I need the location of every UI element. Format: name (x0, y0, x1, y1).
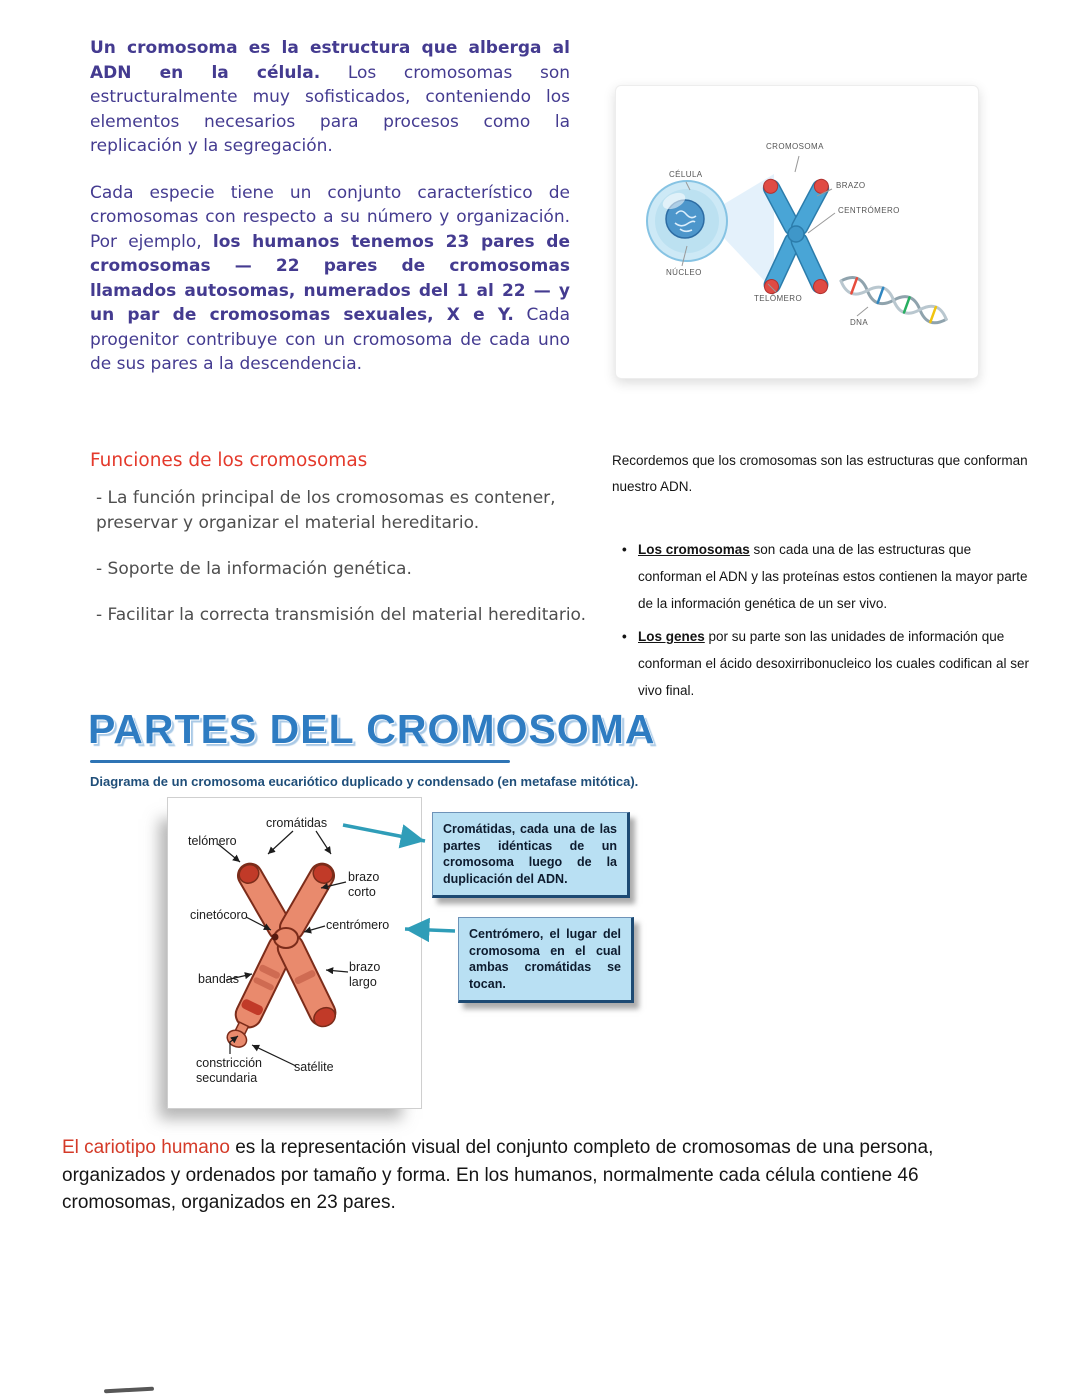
side-bullet-text (638, 536, 1034, 617)
side-bullet-cromosomas (622, 536, 1034, 617)
diagram-label-bandas: bandas (198, 972, 240, 986)
intro-p1-bold: Un cromosoma es la estructura que alberga al ADN en la célula. (90, 38, 570, 83)
bullet-marker: • (622, 629, 627, 644)
figure-label-dna: DNA (850, 318, 869, 327)
figure-label-cromosoma: CROMOSOMA (766, 142, 824, 151)
funciones-item-3: - Facilitar la correcta transmisión del material hereditario. (96, 605, 587, 625)
intro-p2-bold: los humanos tenemos 23 pares de cromosomas — 22 pares de cromosomas llamados autosomas, numerados del 1 al 22 — y un par de cromosomas sexuales, X e Y. (90, 231, 570, 325)
figure-label-telomero: TELÓMERO (754, 294, 803, 303)
cariotipo-paragraph (62, 1134, 967, 1217)
cariotipo-lead: El cariotipo humano (62, 1137, 230, 1158)
diagram-label-centromero: centrómero (326, 918, 390, 932)
intro-p2-rest: Cada progenitor contribuye con un cromosoma de cada uno de sus pares a la descendencia. (90, 305, 570, 374)
diagram-label-satelite: satélite (294, 1060, 334, 1074)
side-bullet-rest: son cada una de las estructuras que conforman el ADN y las proteínas estos contienen la mayor parte de la información genética de un ser vivo. (638, 542, 1028, 611)
callout-arrow-centromero (395, 918, 460, 946)
cariotipo-rest: es la representación visual del conjunto completo de cromosomas de una persona, organizados y ordenados por tamaño y forma. En los humanos, normalmente cada célula contiene 46 cromosomas, organizados en 23 pares. (62, 1137, 934, 1213)
side-notes-bullets (622, 536, 1034, 710)
intro-p2-start: Cada especie tiene un conjunto característico de cromosomas con respecto a su número y organización. Por ejemplo, (90, 182, 570, 252)
figure-label-celula: CÉLULA (669, 170, 703, 179)
side-bullet-rest: por su parte son las unidades de información que conforman el ácido desoxirribonucleico los cuales codifican al ser vivo final. (638, 629, 1029, 698)
stray-mark (104, 1387, 154, 1394)
callout-centromero: Centrómero, el lugar del cromosoma en el cual ambas cromátidas se tocan. (458, 917, 634, 1003)
diagram-caption: Diagrama de un cromosoma eucariótico duplicado y condensado (en metafase mitótica). (90, 774, 639, 789)
side-bullet-genes (622, 623, 1034, 704)
diagram-label-telomero: telómero (188, 834, 237, 848)
diagram-label-cinetocoro: cinetócoro (190, 908, 248, 922)
funciones-heading: Funciones de los cromosomas (90, 450, 368, 471)
funciones-item-1: - La función principal de los cromosomas es contener, preservar y organizar el material hereditario. (96, 488, 556, 533)
figure-label-nucleo: NÚCLEO (666, 268, 702, 277)
intro-p1-rest: Los cromosomas son estructuralmente muy sofisticados, conteniendo los elementos necesarios para procesos como la replicación y la segregación. (90, 62, 570, 156)
side-notes-intro: Recordemos que los cromosomas son las estructuras que conforman nuestro ADN. (612, 453, 1028, 494)
funciones-item-2: - Soporte de la información genética. (96, 559, 412, 579)
figure-label-brazo: BRAZO (836, 181, 866, 190)
title-underline (90, 760, 510, 763)
funciones-list (96, 486, 601, 649)
partes-title: PARTES DEL CROMOSOMA (88, 706, 656, 752)
cell-graphic (647, 181, 727, 261)
kinetochore-dot (272, 934, 279, 941)
intro-paragraph-2 (90, 181, 570, 377)
callout-arrow-cromatidas (335, 815, 435, 855)
intro-paragraphs (90, 36, 570, 399)
cell-to-dna-illustration (616, 86, 976, 376)
side-bullet-term: Los genes (638, 629, 705, 644)
diagram-label-cromatidas: cromátidas (266, 816, 328, 830)
side-bullet-text (638, 623, 1034, 704)
bullet-marker: • (622, 542, 627, 557)
diagram-label-brazo-corto: brazo corto (348, 870, 380, 899)
intro-paragraph-1 (90, 36, 570, 159)
figure-label-centromero: CENTRÓMERO (838, 206, 900, 215)
diagram-label-constriccion: constricción secundaria (196, 1056, 262, 1085)
cell-chromosome-figure (615, 85, 979, 379)
diagram-label-brazo-largo: brazo largo (349, 960, 381, 989)
callout-cromatidas: Cromátidas, cada una de las partes idénticas de un cromosoma luego de la duplicación del ADN. (432, 812, 630, 898)
side-bullet-term: Los cromosomas (638, 542, 750, 557)
